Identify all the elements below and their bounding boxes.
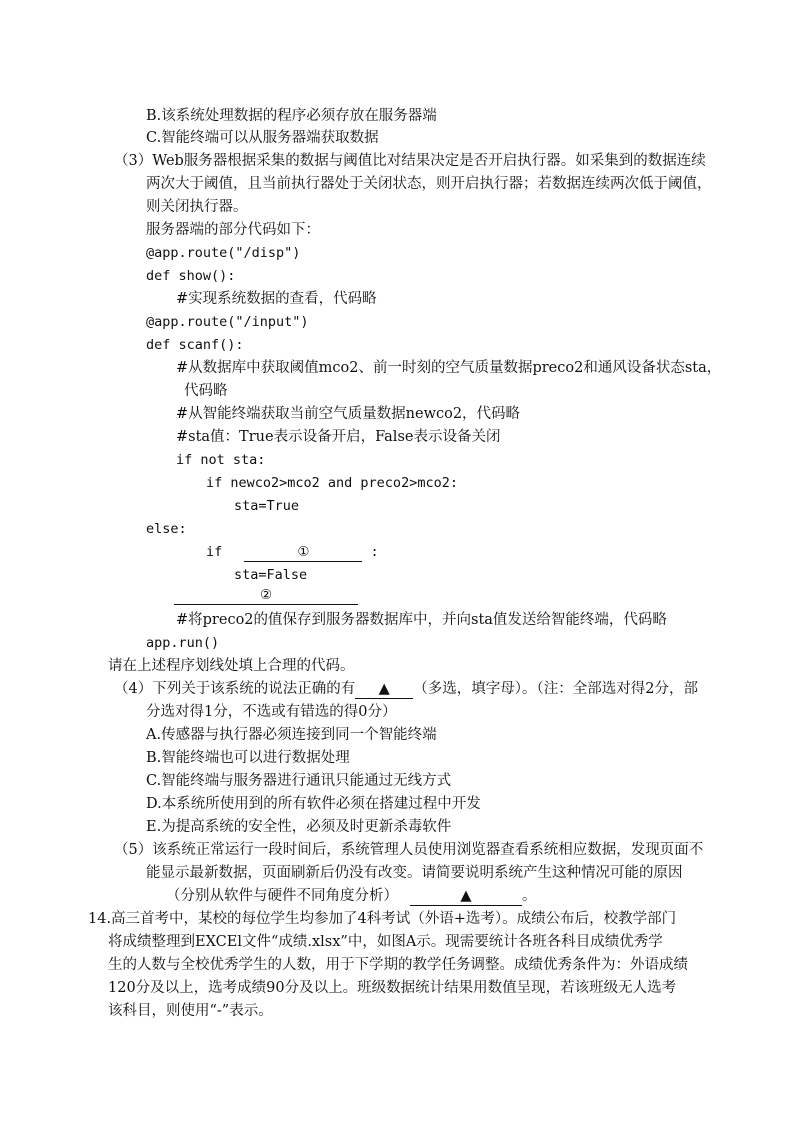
q3-stem-line-1: （3）Web服务器根据采集的数据与阈值比对结果决定是否开启执行器。如采集到的数据连续 [114,153,706,169]
q5-stem-line-1: （5）该系统正常运行一段时间后，系统管理人员使用浏览器查看系统相应数据，发现页面不 [114,842,704,858]
code-line-7: 代码略 [184,383,228,399]
code-line-14 [206,541,379,563]
q4-stem-line-1 [114,678,698,700]
q4-option-e: E.为提高系统的安全性，必须及时更新杀毒软件 [146,819,452,835]
code-line-4: @app.route("/input") [146,314,309,330]
q5-stem-line-3 [166,885,537,907]
code-line-17: #将preco2的值保存到服务器数据库中，并向sta值发送给智能终端，代码略 [176,612,667,628]
answer-blank-2[interactable]: ② [174,586,358,605]
code-line-3: #实现系统数据的查看，代码略 [176,291,377,307]
q4-option-b: B.智能终端也可以进行数据处理 [146,750,350,766]
code-line-10: if not sta: [176,452,266,468]
q3-instruction: 请在上述程序划线处填上合理的代码。 [108,658,355,674]
q5-answer-blank[interactable]: ▲ [410,887,522,906]
q14-line-1: 14.高三首考中，某校的每位学生均参加了4科考试（外语+选考）。成绩公布后，校教学部门 [88,911,677,927]
q14-line-5: 该科目，则使用“-”表示。 [108,1003,273,1019]
code-line-6: #从数据库中获取阈值mco2、前一时刻的空气质量数据preco2和通风设备状态sta， [176,360,722,376]
code-colon: : [370,544,379,560]
q3-code-intro: 服务器端的部分代码如下： [146,222,320,238]
answer-blank-1[interactable]: ① [244,543,362,562]
q2-option-c: C.智能终端可以从服务器端获取数据 [146,130,379,146]
q2-option-b: B.该系统处理数据的程序必须存放在服务器端 [146,108,437,124]
q14-line-4: 120分及以上，选考成绩90分及以上。班级数据统计结果用数值呈现，若该班级无人选考 [108,980,677,996]
code-line-18: app.run() [146,635,220,651]
code-line-9: #sta值：True表示设备开启，False表示设备关闭 [176,429,501,445]
q14-line-3: 生的人数与全校优秀学生的人数，用于下学期的教学任务调整。成绩优秀条件为：外语成绩 [108,957,688,973]
code-line-5: def scanf(): [146,337,244,353]
code-line-2: def show(): [146,268,236,284]
q4-answer-blank[interactable]: ▲ [355,680,413,699]
q3-stem-line-2: 两次大于阈值，且当前执行器处于关闭状态，则开启执行器；若数据连续两次低于阈值， [146,176,712,192]
code-line-15: sta=False [234,567,308,583]
code-line-1: @app.route("/disp") [146,245,301,261]
q4-stem-b: （多选，填字母）。（注：全部选对得2分，部 [413,681,698,697]
q4-option-a: A.传感器与执行器必须连接到同一个智能终端 [146,727,437,743]
q4-stem-line-2: 分选对得1分，不选或有错选的得0分） [146,704,397,720]
q4-option-d: D.本系统所使用到的所有软件必须在搭建过程中开发 [146,796,481,812]
code-line-11: if newco2>mco2 and preco2>mco2: [206,475,458,491]
q5-stem-b: 。 [522,888,537,904]
code-if-keyword: if [206,544,223,560]
q5-stem-line-2: 能显示最新数据，页面刷新后仍没有改变。请简要说明系统产生这种情况可能的原因 [146,865,683,881]
code-line-16-blank [174,584,358,606]
q5-stem-a: （分别从软件与硬件不同角度分析） [166,888,398,904]
code-line-12: sta=True [234,498,300,514]
code-line-8: #从智能终端获取当前空气质量数据newco2，代码略 [176,406,521,422]
code-line-13: else: [146,521,187,537]
q4-stem-a: （4）下列关于该系统的说法正确的有 [114,681,356,697]
q3-stem-line-3: 则关闭执行器。 [146,199,248,215]
q14-line-2: 将成绩整理到EXCEl文件“成绩.xlsx”中，如图A示。现需要统计各班各科目成绩优秀学 [108,934,663,950]
q4-option-c: C.智能终端与服务器进行通讯只能通过无线方式 [146,773,452,789]
